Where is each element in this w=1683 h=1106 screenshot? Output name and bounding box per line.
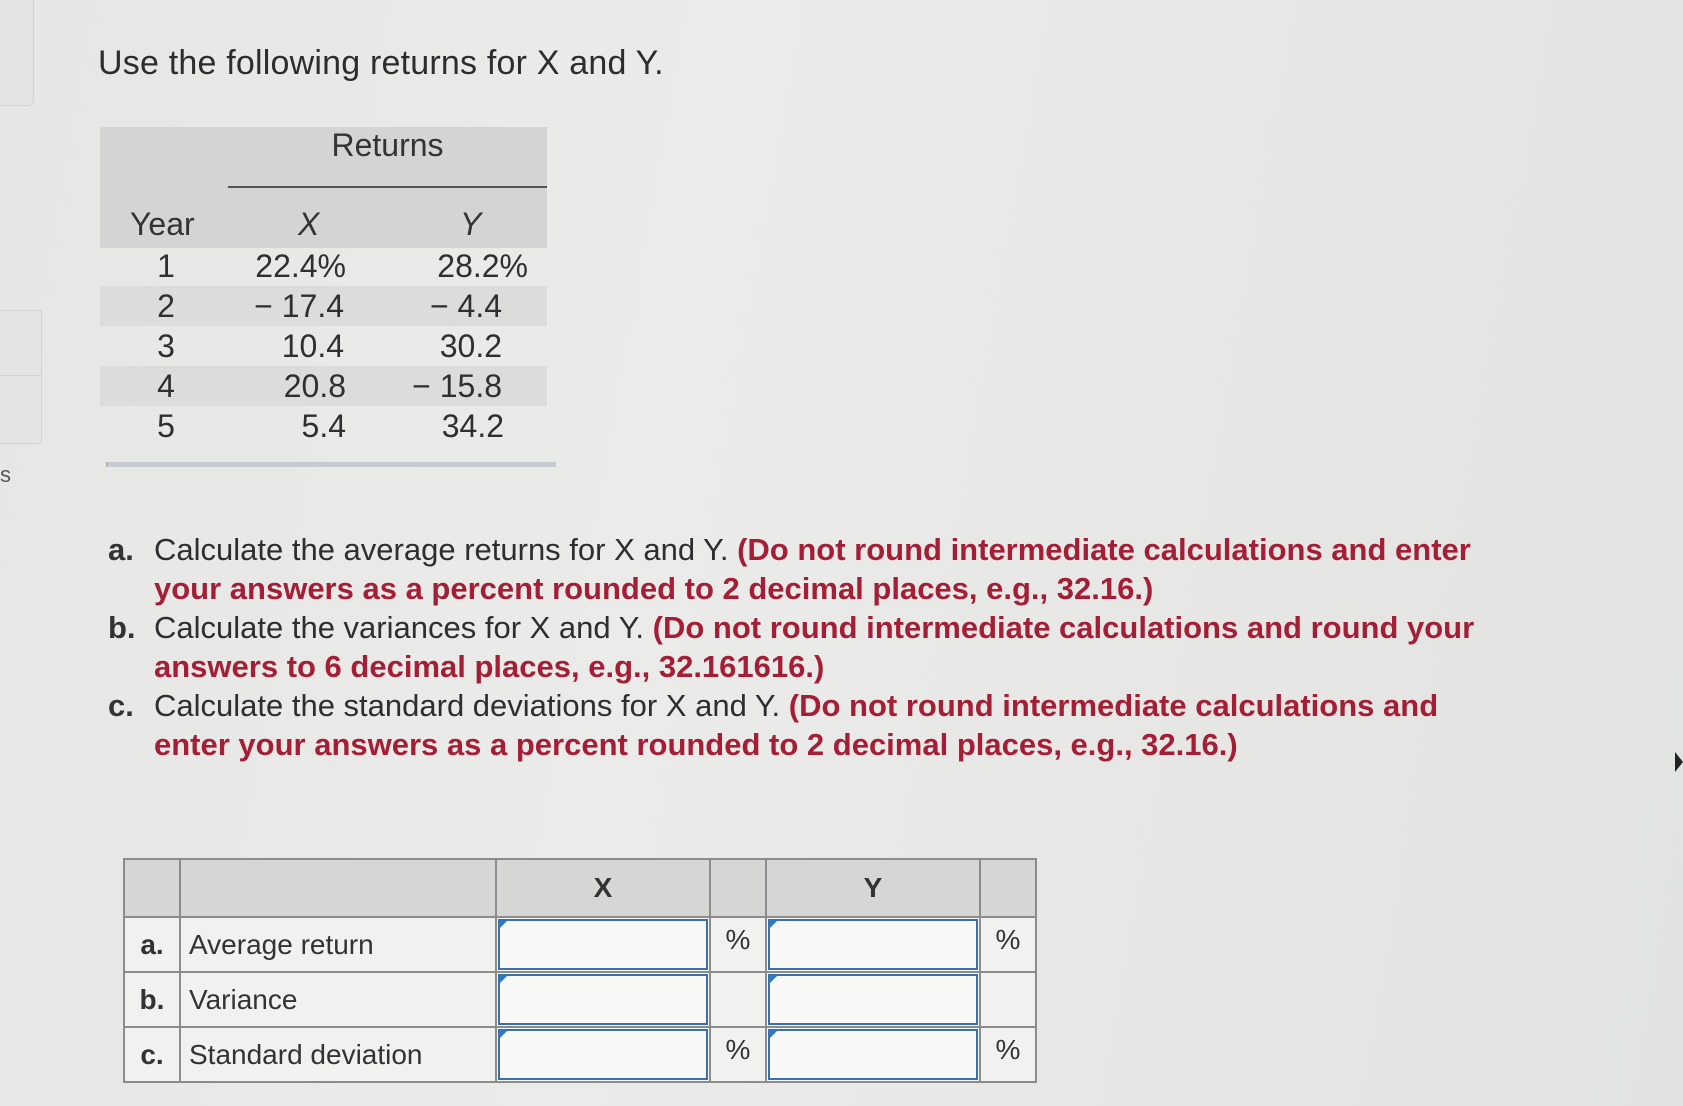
answer-row-letter: a.	[124, 917, 180, 972]
answer-row-average-return	[124, 917, 1036, 972]
standard-deviation-x-cell	[496, 1027, 710, 1082]
answer-row-standard-deviation	[124, 1027, 1036, 1082]
variance-y-input[interactable]	[768, 974, 978, 1025]
answer-row-label: Average return	[180, 917, 496, 972]
answer-row-label: Variance	[180, 972, 496, 1027]
unit-cell	[980, 972, 1036, 1027]
percent-unit: %	[710, 917, 766, 972]
question-c	[108, 686, 1498, 764]
year-cell: 4	[157, 368, 175, 404]
question-text: Calculate the variances for X and Y.	[154, 610, 644, 645]
y-return-cell: − 15.8	[412, 368, 502, 404]
standard-deviation-y-cell	[766, 1027, 980, 1082]
question-instruction: (Do not round intermediate calculations and round your answers to 6 decimal places, e.g., 32.161616.)	[154, 610, 1475, 684]
y-column-header: Y	[460, 206, 482, 242]
problem-title: Use the following returns for X and Y.	[98, 44, 664, 82]
header-blank-cell	[124, 859, 180, 917]
question-letter: a.	[108, 532, 134, 567]
year-column-header: Year	[130, 206, 195, 242]
y-return-cell: − 4.4	[429, 288, 502, 324]
year-cell: 3	[157, 328, 175, 364]
question-letter: b.	[108, 610, 136, 645]
question-instruction: (Do not round intermediate calculations and enter your answers as a percent rounded to 2 decimal places, e.g., 32.16.)	[154, 688, 1439, 762]
x-return-cell: − 17.4	[254, 288, 344, 324]
answer-row-letter: c.	[124, 1027, 180, 1082]
percent-unit: %	[980, 917, 1036, 972]
question-instruction: (Do not round intermediate calculations and enter your answers as a percent rounded to 2 decimal places, e.g., 32.16.)	[154, 532, 1471, 606]
left-panel-edge-middle	[0, 310, 42, 444]
year-cell: 5	[157, 408, 175, 444]
answer-row-letter: b.	[124, 972, 180, 1027]
question-b	[108, 608, 1498, 686]
returns-row-year-5	[100, 406, 547, 446]
average-return-x-cell	[496, 917, 710, 972]
x-return-cell: 22.4%	[255, 248, 346, 284]
year-cell: 1	[157, 248, 175, 284]
y-return-cell: 34.2	[441, 408, 504, 444]
standard-deviation-x-input[interactable]	[498, 1029, 708, 1080]
year-cell: 2	[157, 288, 175, 324]
returns-table-bottom-rule	[106, 462, 556, 467]
x-return-cell: 10.4	[281, 328, 344, 364]
returns-group-header: Returns	[331, 127, 444, 163]
question-text: Calculate the average returns for X and Y.	[154, 532, 729, 567]
x-return-cell: 20.8	[283, 368, 346, 404]
x-column-header: X	[298, 206, 320, 242]
unit-cell	[710, 972, 766, 1027]
answer-grid	[123, 858, 1037, 1083]
returns-row-year-1	[100, 246, 547, 286]
answer-grid-header-row	[124, 859, 1036, 917]
x-answer-column-header: X	[496, 859, 710, 917]
variance-x-cell	[496, 972, 710, 1027]
average-return-y-input[interactable]	[768, 919, 978, 970]
question-text: Calculate the standard deviations for X and Y.	[154, 688, 781, 723]
returns-row-year-2	[100, 286, 547, 326]
x-return-cell: 5.4	[301, 408, 346, 444]
answer-row-label: Standard deviation	[180, 1027, 496, 1082]
header-blank-cell	[980, 859, 1036, 917]
answer-row-variance	[124, 972, 1036, 1027]
returns-row-year-4	[100, 366, 547, 406]
right-edge-arrow-icon[interactable]	[1675, 752, 1683, 772]
variance-y-cell	[766, 972, 980, 1027]
percent-unit: %	[710, 1027, 766, 1082]
question-letter: c.	[108, 688, 134, 723]
y-return-cell: 30.2	[439, 328, 502, 364]
average-return-y-cell	[766, 917, 980, 972]
question-a	[108, 530, 1498, 608]
left-panel-edge-top	[0, 0, 34, 106]
average-return-x-input[interactable]	[498, 919, 708, 970]
header-blank-cell	[710, 859, 766, 917]
left-edge-text-fragment: s	[0, 462, 11, 487]
returns-row-year-3	[100, 326, 547, 366]
returns-header-rule	[228, 186, 547, 188]
y-answer-column-header: Y	[766, 859, 980, 917]
header-blank-cell	[180, 859, 496, 917]
variance-x-input[interactable]	[498, 974, 708, 1025]
standard-deviation-y-input[interactable]	[768, 1029, 978, 1080]
percent-unit: %	[980, 1027, 1036, 1082]
question-list	[108, 530, 1498, 764]
y-return-cell: 28.2%	[437, 248, 528, 284]
